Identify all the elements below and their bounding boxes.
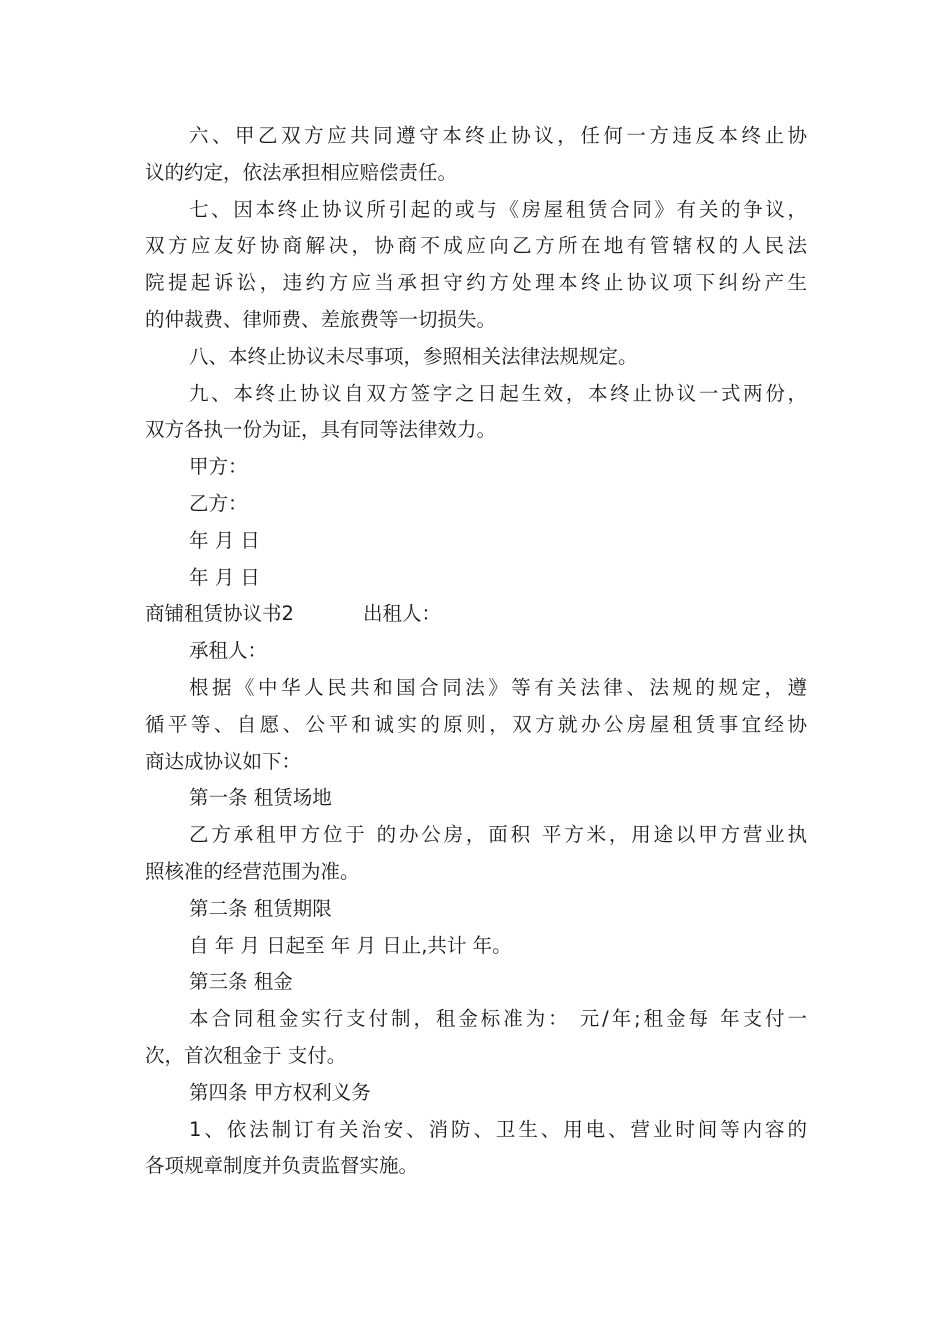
paragraph-seven-line: 的仲裁费、律师费、差旅费等一切损失。 xyxy=(145,307,497,331)
lessor-label: 出租人： xyxy=(363,602,442,626)
intro-line: 根据《中华人民共和国合同法》等有关法律、法规的规定，遵 xyxy=(189,675,807,699)
article-three-heading: 第三条 租金 xyxy=(189,970,293,994)
article-four-line: 1、依法制订有关治安、消防、卫生、用电、营业时间等内容的 xyxy=(189,1117,807,1141)
article-one-line: 乙方承租甲方位于 的办公房，面积 平方米，用途以甲方营业执 xyxy=(189,823,807,847)
article-two-line: 自 年 月 日起至 年 月 日止,共计 年。 xyxy=(189,933,512,957)
paragraph-six-line: 议的约定，依法承担相应赔偿责任。 xyxy=(145,160,458,184)
article-one-line: 照核准的经营范围为准。 xyxy=(145,859,360,883)
document-body xyxy=(145,118,807,1185)
paragraph-seven-line: 院提起诉讼，违约方应当承担守约方处理本终止协议项下纠纷产生 xyxy=(145,271,807,295)
intro-line: 循平等、自愿、公平和诚实的原则，双方就办公房屋租赁事宜经协 xyxy=(145,712,807,736)
signature-date: 年 月 日 xyxy=(189,528,260,552)
article-two-heading: 第二条 租赁期限 xyxy=(189,896,332,920)
article-three-line: 本合同租金实行支付制，租金标准为： 元/年;租金每 年支付一 xyxy=(189,1007,807,1031)
intro-line: 商达成协议如下： xyxy=(145,749,302,773)
party-b-signature: 乙方： xyxy=(189,491,248,515)
lessee-label: 承租人： xyxy=(189,639,268,663)
signature-date: 年 月 日 xyxy=(189,565,260,589)
agreement-title-row xyxy=(145,596,807,633)
article-four-heading: 第四条 甲方权利义务 xyxy=(189,1080,371,1104)
article-one-heading: 第一条 租赁场地 xyxy=(189,786,332,810)
paragraph-nine-line: 九、本终止协议自双方签字之日起生效，本终止协议一式两份， xyxy=(189,381,807,405)
agreement-title: 商铺租赁协议书2 xyxy=(145,602,294,626)
party-a-signature: 甲方： xyxy=(189,455,248,479)
paragraph-six-line: 六、甲乙双方应共同遵守本终止协议，任何一方违反本终止协 xyxy=(189,124,807,147)
paragraph-seven-line: 七、因本终止协议所引起的或与《房屋租赁合同》有关的争议， xyxy=(189,197,807,221)
paragraph-seven-line: 双方应友好协商解决，协商不成应向乙方所在地有管辖权的人民法 xyxy=(145,234,807,258)
article-four-line: 各项规章制度并负责监督实施。 xyxy=(145,1154,419,1178)
article-three-line: 次，首次租金于 支付。 xyxy=(145,1043,347,1067)
paragraph-nine-line: 双方各执一份为证，具有同等法律效力。 xyxy=(145,418,497,442)
paragraph-eight-line: 八、本终止协议未尽事项，参照相关法律法规规定。 xyxy=(189,344,638,368)
